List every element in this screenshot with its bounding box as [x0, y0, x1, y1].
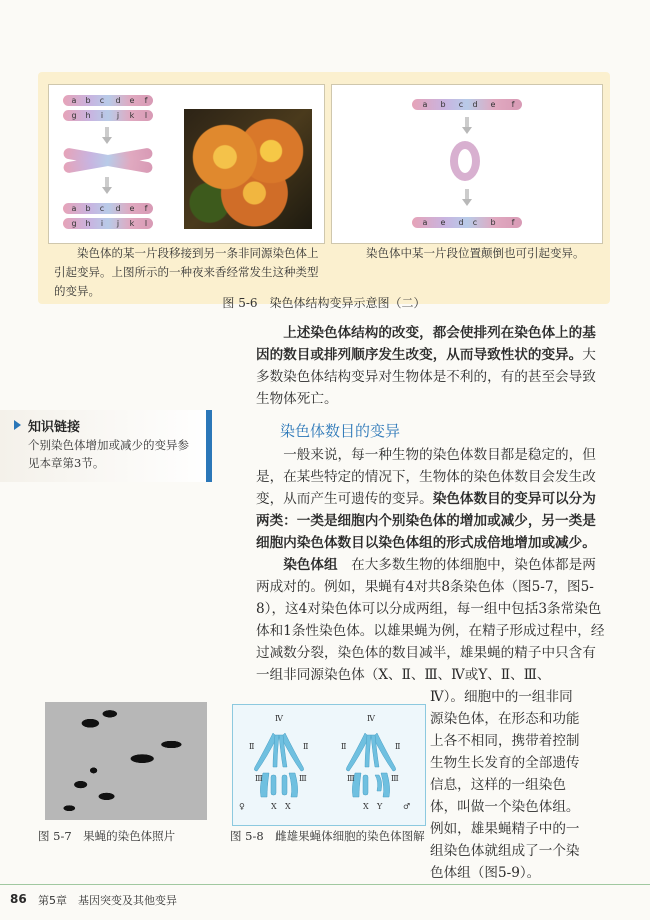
paragraph-continuation	[430, 686, 610, 884]
gene-label: d	[458, 218, 464, 227]
male-symbol: ♂	[403, 802, 411, 811]
gene-label: c	[99, 204, 105, 213]
chromosome-bottom-2	[63, 218, 153, 229]
page-number: 86	[10, 892, 27, 906]
gene-label: e	[440, 218, 446, 227]
term-chromosome-set: 染色体组	[283, 557, 338, 573]
text-line: 源染色体，在形态和功能	[430, 711, 580, 727]
gene-label: f	[511, 218, 515, 227]
accent-bar	[206, 410, 212, 482]
karyotype-svg	[233, 705, 425, 825]
paragraph-number-change	[256, 444, 608, 554]
label-iii-female: Ⅲ	[255, 774, 263, 783]
label-iii-male: Ⅲ	[391, 774, 399, 783]
right-caption: 染色体中某一片段位置颠倒也可引起变异。	[366, 246, 585, 260]
label-iv-male: Ⅳ	[367, 714, 375, 723]
chromosome-original	[412, 99, 522, 110]
gene-label: e	[129, 96, 135, 105]
gene-label: i	[100, 111, 104, 120]
knowledge-link-box	[0, 410, 212, 482]
arrow-stem	[105, 127, 109, 137]
gene-label: k	[129, 219, 135, 228]
plain-text: 大多数染色体结构变异对生物体是不利的，有的甚至会导致生物体死亡。	[256, 347, 596, 407]
chromosome-inverted	[412, 217, 522, 228]
text-line: 例如，雄果蝇精子中的一	[430, 821, 580, 837]
gene-label: g	[71, 111, 77, 120]
text-line: 上各不相同，携带着控制	[430, 733, 580, 749]
plain-text: 在大多数生物的体细胞中，染色体都是两两成对的。例如，果蝇有4对共8条染色体（图5-7，图5-8），这4对染色体可以分成两组，每一组中包括3条常染色体和1条性染色体。以雄果蝇为例，在精子形成过程中，经过减数分裂，染色体的数目减半，雄果蝇的精子中只含有一组非同源染色体（X、Ⅱ、Ⅲ、Ⅳ或Y、Ⅱ、Ⅲ、	[256, 557, 605, 683]
figure-5-7-caption: 图 5-7 果蝇的染色体照片	[38, 829, 176, 843]
gene-label: f	[144, 96, 148, 105]
text-line: 色体组（图5-9）。	[430, 865, 541, 881]
gene-label: b	[440, 100, 446, 109]
chromosome-bottom-1	[63, 203, 153, 214]
text-line: 信息，这样的一组染色	[430, 777, 566, 793]
figure-5-8-caption: 图 5-8 雌雄果蝇体细胞的染色体图解	[230, 829, 425, 843]
gene-label: d	[115, 204, 121, 213]
text-line: 体，叫做一个染色体组。	[430, 799, 580, 815]
gene-label: a	[71, 96, 77, 105]
gene-label: j	[116, 219, 120, 228]
down-arrow-icon	[462, 127, 472, 134]
section-heading: 染色体数目的变异	[280, 422, 401, 440]
gene-label: g	[71, 219, 77, 228]
arrow-stem	[465, 189, 469, 199]
chromosome-top-1	[63, 95, 153, 106]
label-iii-male: Ⅲ	[347, 774, 355, 783]
label-ii-male: Ⅱ	[341, 742, 347, 751]
gene-label: b	[85, 204, 91, 213]
gene-label: f	[511, 100, 515, 109]
left-caption: 染色体的某一片段移接到另一条非同源染色体上引起变异。上图所示的一种夜来香经常发生这种类型的变异。	[54, 246, 319, 298]
paragraph-chromosome-set	[256, 554, 608, 686]
translocation-panel	[48, 84, 325, 244]
gene-label: b	[85, 96, 91, 105]
inversion-loop	[450, 141, 480, 181]
fruit-fly-chromosome-photo	[45, 702, 207, 820]
gene-label: c	[458, 100, 464, 109]
text-line: Ⅳ）。细胞中的一组非同	[430, 689, 573, 705]
gene-label: a	[422, 218, 428, 227]
bold-text: 染色体数目的变异可以分为两类：一类是细胞内个别染色体的增加或减少，另一类是细胞内染色体数目以染色体组的形式成倍地增加或减少。	[256, 491, 596, 551]
knowledge-link-title: 知识链接	[28, 420, 81, 435]
knowledge-link-text: 个别染色体增加或减少的变异参见本章第3节。	[28, 438, 189, 470]
text-line: 生物生长发育的全部遗传	[430, 755, 580, 771]
chromosome-top-2	[63, 110, 153, 121]
label-x-female: X	[271, 802, 277, 811]
gene-label: f	[144, 204, 148, 213]
plain-text: 一般来说，每一种生物的染色体数目都是稳定的，但是，在某些特定的情况下，生物体的染色体数目会发生改变，从而产生可遗传的变异。	[256, 447, 596, 507]
bold-text: 上述染色体结构的改变，都会使排列在染色体上的基因的数目或排列顺序发生改变，从而导致性状的变异。	[256, 325, 596, 363]
inversion-panel	[331, 84, 603, 244]
label-y-male: Y	[377, 802, 383, 811]
paragraph-structure-change	[256, 322, 608, 410]
gene-label: l	[144, 111, 148, 120]
label-x-male: X	[363, 802, 369, 811]
down-arrow-icon	[102, 187, 112, 194]
gene-label: a	[422, 100, 428, 109]
arrow-stem	[105, 177, 109, 187]
arrow-stem	[465, 117, 469, 127]
gene-label: e	[129, 204, 135, 213]
label-iv-female: Ⅳ	[275, 714, 283, 723]
gene-label: d	[472, 100, 478, 109]
evening-primrose-photo	[184, 109, 312, 229]
gene-label: c	[99, 96, 105, 105]
label-ii-female: Ⅱ	[303, 742, 309, 751]
label-ii-male: Ⅱ	[395, 742, 401, 751]
label-x-female: X	[285, 802, 291, 811]
triangle-marker-icon	[14, 420, 21, 430]
down-arrow-icon	[462, 199, 472, 206]
gene-label: e	[490, 100, 496, 109]
gene-label: d	[115, 96, 121, 105]
chapter-title: 第5章 基因突变及其他变异	[38, 894, 177, 907]
gene-label: j	[116, 111, 120, 120]
figure-title: 图 5-6 染色体结构变异示意图（二）	[222, 296, 426, 310]
label-ii-female: Ⅱ	[249, 742, 255, 751]
gene-label: k	[129, 111, 135, 120]
gene-label: i	[100, 219, 104, 228]
gene-label: h	[85, 219, 91, 228]
female-symbol: ♀	[239, 802, 245, 811]
gene-label: b	[490, 218, 496, 227]
gene-label: a	[71, 204, 77, 213]
label-iii-female: Ⅲ	[299, 774, 307, 783]
footer-rule	[0, 884, 650, 885]
gene-label: h	[85, 111, 91, 120]
gene-label: l	[144, 219, 148, 228]
text-line: 组染色体就组成了一个染	[430, 843, 580, 859]
down-arrow-icon	[102, 137, 112, 144]
figure-5-6	[38, 72, 610, 310]
gene-label: c	[472, 218, 478, 227]
fruit-fly-karyotype-diagram	[232, 704, 426, 826]
